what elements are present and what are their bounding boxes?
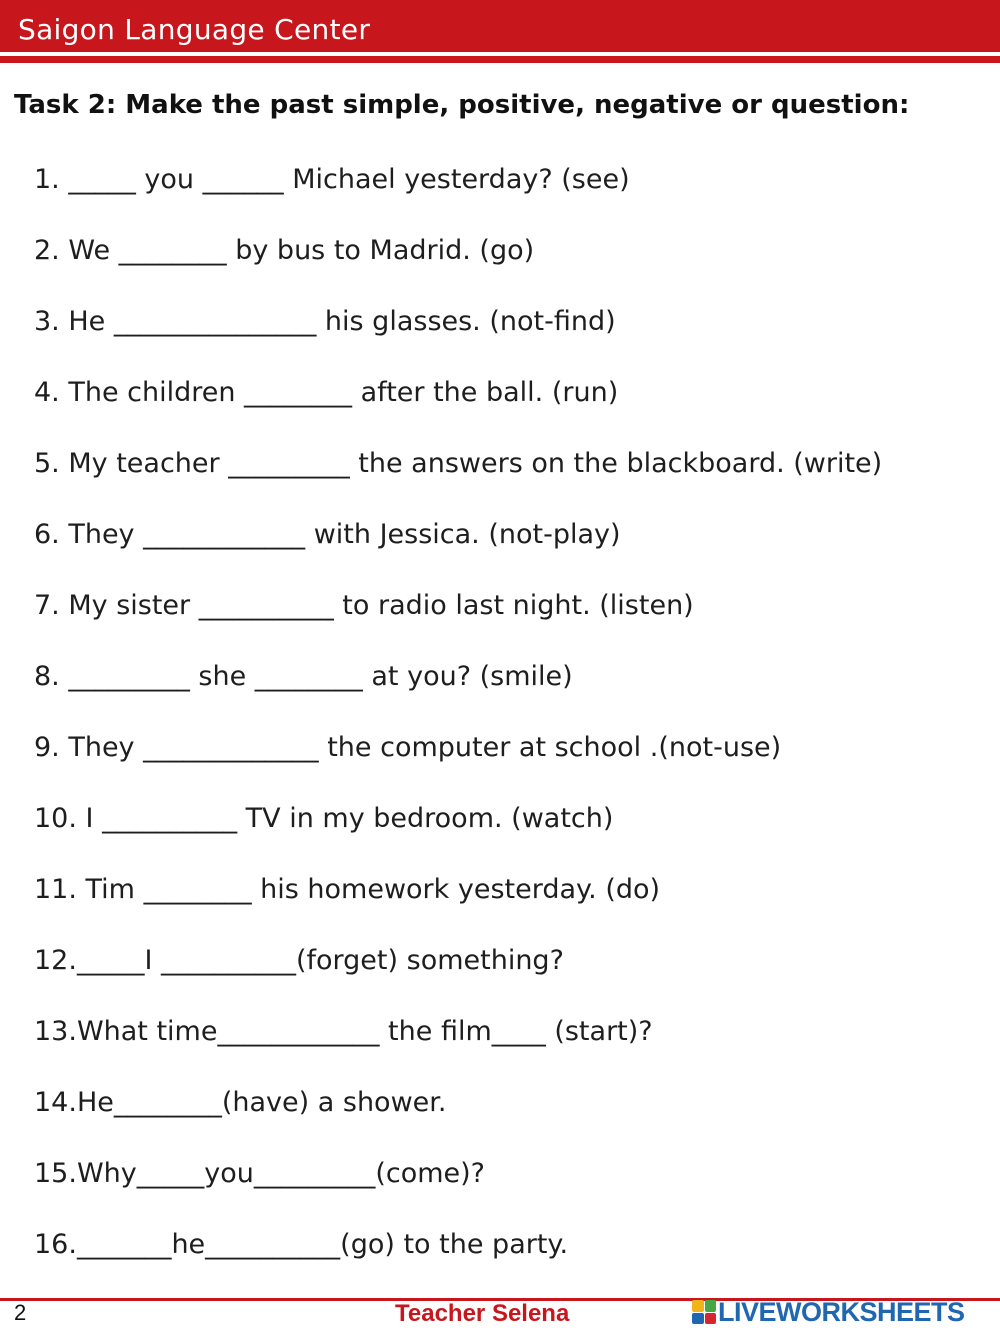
question-list [34, 162, 974, 1298]
question-item: 8. _________ she ________ at you? (smile) [34, 661, 573, 692]
question-item: 2. We ________ by bus to Madrid. (go) [34, 235, 535, 266]
question-item: 9. They _____________ the computer at school .(not-use) [34, 732, 782, 763]
question-item: 10. I __________ TV in my bedroom. (watch) [34, 803, 614, 834]
brand-logo[interactable] [692, 1294, 965, 1330]
task-title: Task 2: Make the past simple, positive, negative or question: [14, 90, 910, 120]
question-item: 12._____I __________(forget) something? [34, 945, 564, 976]
question-item: 3. He _______________ his glasses. (not-find) [34, 306, 616, 337]
question-item: 13.What time____________ the film____ (start)? [34, 1016, 653, 1047]
question-item: 15.Why_____you_________(come)? [34, 1158, 486, 1189]
question-item: 11. Tim ________ his homework yesterday. (do) [34, 874, 661, 905]
question-item: 1. _____ you ______ Michael yesterday? (see) [34, 164, 630, 195]
question-item: 6. They ____________ with Jessica. (not-play) [34, 519, 621, 550]
header-bar [0, 0, 1000, 52]
brand-name: LIVEWORKSHEETS [718, 1296, 965, 1327]
liveworksheets-logo-icon [692, 1300, 716, 1324]
header-title: Saigon Language Center [18, 13, 371, 46]
footer-author: Teacher Selena [395, 1300, 570, 1327]
question-item: 7. My sister __________ to radio last night. (listen) [34, 590, 694, 621]
question-item: 4. The children ________ after the ball. (run) [34, 377, 619, 408]
question-item: 16._______he__________(go) to the party. [34, 1229, 569, 1260]
page-number: 2 [14, 1300, 27, 1325]
question-item: 14.He________(have) a shower. [34, 1087, 447, 1118]
header-divider-red [0, 56, 1000, 63]
question-item: 5. My teacher _________ the answers on the blackboard. (write) [34, 448, 883, 479]
